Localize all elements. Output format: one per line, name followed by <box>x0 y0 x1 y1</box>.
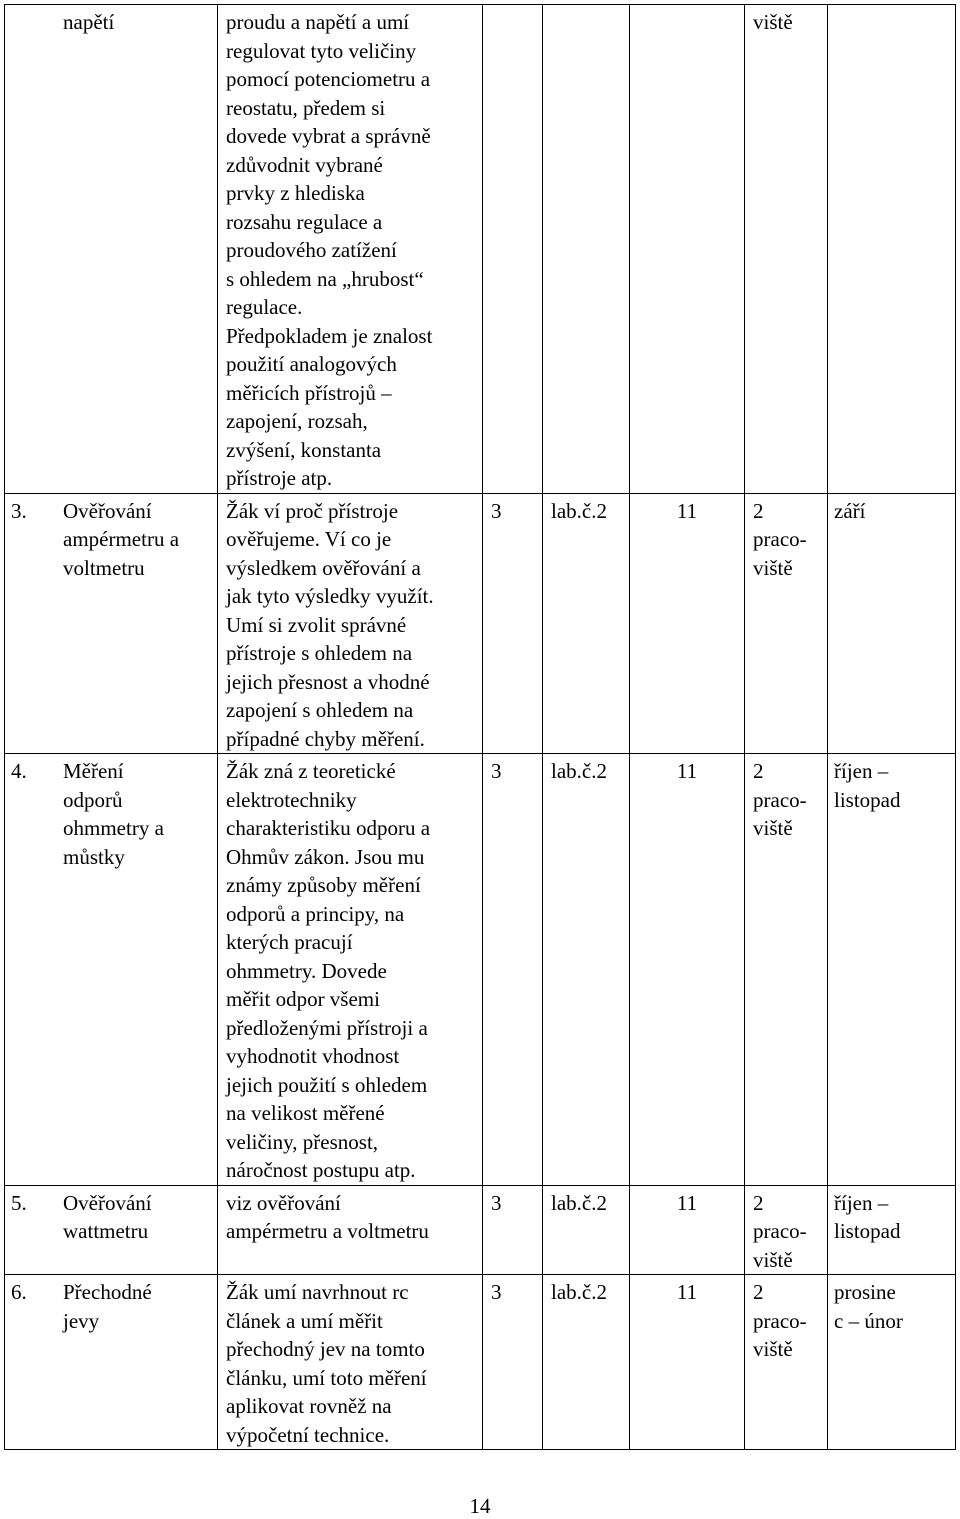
term: září <box>834 498 866 523</box>
weeks: 11 <box>676 1280 698 1304</box>
description-fragment: proudu a napětí a umí regulovat tyto veličiny pomocí potenciometru a reostatu, předem si dovede vybrat a správně zdůvodnit vybrané prvky z hlediska rozsahu regulace a proudového zatížení s ohledem na „hrubost“ regulace. Předpokladem je znalost použití analogových měřicích přístrojů – zapojení, rozsah, zvýšení, konstanta přístroje atp. <box>226 10 433 490</box>
row-number: 4. <box>11 759 27 783</box>
weeks: 11 <box>676 1190 698 1215</box>
topic-cell <box>5 5 218 494</box>
row-number: 6. <box>11 1280 27 1304</box>
hours: 3 <box>491 759 502 783</box>
table-row <box>5 1185 956 1275</box>
weeks: 11 <box>676 498 698 523</box>
topic-name-fragment: napětí <box>63 10 115 34</box>
group-fragment: viště <box>753 10 793 34</box>
workstations: 2 praco- viště <box>753 759 807 840</box>
topic-name: Měření odporů ohmmetry a můstky <box>63 759 164 869</box>
table-row <box>5 493 956 754</box>
description: Žák zná z teoretické elektrotechniky charakteristiku odporu a Ohmův zákon. Jsou mu známy způsoby měření odporů a principy, na kterých pracují ohmmetry. Dovede měřit odpor všemi předloženými přístroji a vyhodnotit vhodnost jejich použití s ohledem na velikost měřené veličiny, přesnost, náročnost postupu atp. <box>226 759 431 1182</box>
topic-name: Přechodné jevy <box>63 1280 152 1333</box>
curriculum-table <box>4 4 956 1450</box>
table-row <box>5 754 956 1186</box>
row-number: 5. <box>11 1190 27 1215</box>
location: lab.č.2 <box>551 1280 607 1304</box>
group-cell <box>745 5 828 494</box>
hours: 3 <box>491 1280 502 1304</box>
location: lab.č.2 <box>551 498 607 523</box>
topic-name: Ověřování wattmetru <box>63 1190 152 1243</box>
location: lab.č.2 <box>551 759 607 783</box>
description: Žák ví proč přístroje ověřujeme. Ví co je výsledkem ověřování a jak tyto výsledky využít. Umí si zvolit správné přístroje s ohledem na jejich přesnost a vhodné zapojení s ohledem na případné chyby měření. <box>226 498 434 751</box>
row-number: 3. <box>11 498 27 523</box>
description-cell <box>218 5 483 494</box>
page-number: 14 <box>469 1494 491 1518</box>
description: viz ověřování ampérmetru a voltmetru <box>226 1190 429 1243</box>
hours: 3 <box>491 1190 502 1215</box>
workstations: 2 praco- viště <box>753 1280 807 1361</box>
table-row-continuation <box>5 5 956 494</box>
hours: 3 <box>491 498 502 523</box>
workstations: 2 praco- viště <box>753 498 807 580</box>
location: lab.č.2 <box>551 1190 607 1215</box>
term: prosine c – únor <box>834 1280 903 1333</box>
term: říjen – listopad <box>834 759 901 812</box>
term: říjen – listopad <box>834 1190 901 1243</box>
table-row <box>5 1275 956 1450</box>
weeks: 11 <box>676 759 698 783</box>
description: Žák umí navrhnout rc článek a umí měřit přechodný jev na tomto článku, umí toto měření aplikovat rovněž na výpočetní technice. <box>226 1280 427 1447</box>
workstations: 2 praco- viště <box>753 1190 807 1272</box>
topic-name: Ověřování ampérmetru a voltmetru <box>63 498 180 580</box>
